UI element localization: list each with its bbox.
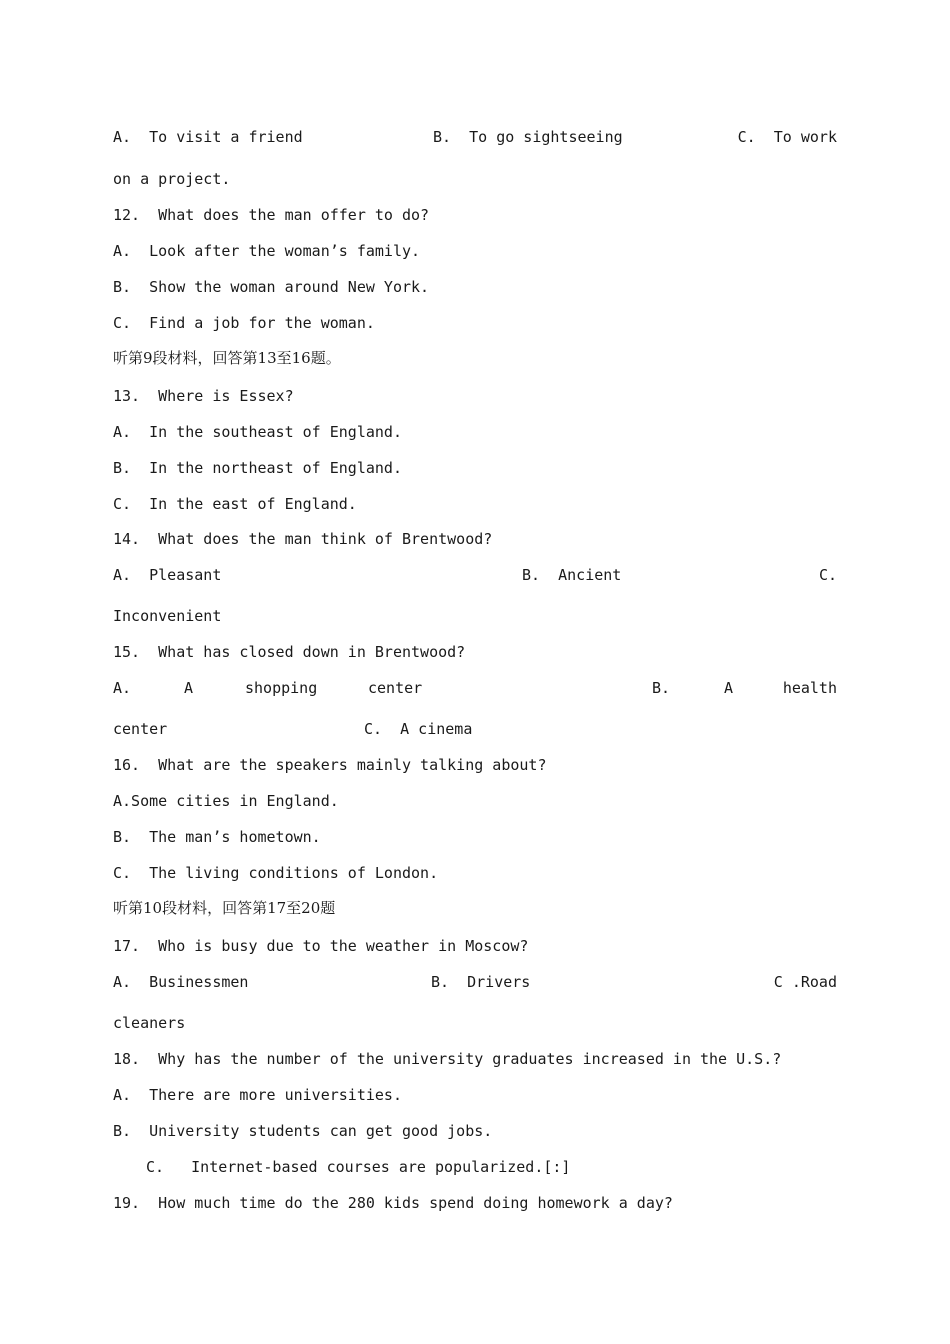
q12-option-b: B. Show the woman around New York.	[113, 278, 430, 296]
q11-option-b: B. To go sightseeing	[433, 128, 623, 146]
q12-option-a: A. Look after the woman’s family.	[113, 242, 421, 260]
q12-question: 12. What does the man offer to do?	[113, 206, 430, 224]
q17-option-c-continued: cleaners	[113, 1014, 186, 1032]
q17-options-row	[113, 971, 837, 993]
q19-question: 19. How much time do the 280 kids spend doing homework a day?	[113, 1194, 673, 1212]
q15-options-row	[113, 677, 837, 699]
q16-question: 16. What are the speakers mainly talking about?	[113, 756, 547, 774]
q14-question: 14. What does the man think of Brentwood?	[113, 530, 493, 548]
q15-option-b-word: center	[113, 720, 168, 738]
q11-option-c: C. To work	[737, 128, 837, 146]
q18-question: 18. Why has the number of the university graduates increased in the U.S.?	[113, 1050, 782, 1068]
q18-option-c: C. Internet-based courses are popularized.[:]	[146, 1158, 571, 1176]
q11-option-c-continued: on a project.	[113, 170, 231, 188]
q17-option-a: A. Businessmen	[113, 973, 249, 991]
q14-option-a: A. Pleasant	[113, 566, 222, 584]
q17-option-b: B. Drivers	[431, 973, 531, 991]
q14-options-row	[113, 564, 837, 586]
q15-option-b-label: B.	[652, 679, 671, 697]
q16-option-b: B. The man’s hometown.	[113, 828, 321, 846]
section-10-instruction: 听第10段材料，回答第17至20题	[113, 899, 336, 917]
q15-option-b-word: health	[782, 679, 837, 697]
q13-option-c: C. In the east of England.	[113, 495, 357, 513]
q15-option-a-word: A	[184, 679, 194, 697]
q15-option-b-word: A	[724, 679, 734, 697]
q18-option-b: B. University students can get good jobs.	[113, 1122, 493, 1140]
q13-question: 13. Where is Essex?	[113, 387, 294, 405]
section-9-instruction: 听第9段材料，回答第13至16题。	[113, 349, 341, 367]
q17-question: 17. Who is busy due to the weather in Moscow?	[113, 937, 529, 955]
q16-option-a: A.Some cities in England.	[113, 792, 339, 810]
q14-option-b: B. Ancient	[522, 566, 622, 584]
q15-question: 15. What has closed down in Brentwood?	[113, 643, 466, 661]
q13-option-b: B. In the northeast of England.	[113, 459, 402, 477]
q13-option-a: A. In the southeast of England.	[113, 423, 402, 441]
q11-option-a: A. To visit a friend	[113, 128, 303, 146]
q15-option-c: C. A cinema	[364, 720, 473, 738]
q16-option-c: C. The living conditions of London.	[113, 864, 439, 882]
q14-option-c: C.	[818, 566, 837, 584]
q15-option-a-label: A.	[113, 679, 132, 697]
q17-option-c: C .Road	[773, 973, 837, 991]
q15-option-a-word: shopping	[245, 679, 318, 697]
q14-option-c-continued: Inconvenient	[113, 607, 222, 625]
q15-option-a-word: center	[368, 679, 423, 697]
q18-option-a: A. There are more universities.	[113, 1086, 402, 1104]
q11-options-row	[113, 126, 837, 148]
q12-option-c: C. Find a job for the woman.	[113, 314, 375, 332]
q15-options-row-continued	[113, 718, 837, 740]
